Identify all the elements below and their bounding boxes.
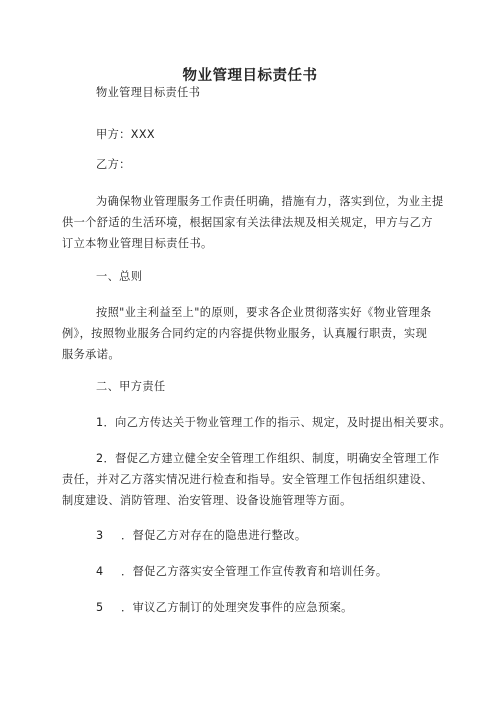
section1-line-1: 按照"业主利益至上"的原则，要求各企业贯彻落实好《物业管理条	[96, 306, 432, 319]
document-subtitle: 物业管理目标责任书	[96, 86, 201, 99]
item-text: ．审议乙方制订的处理突发事件的应急预案。	[121, 601, 353, 614]
section1-line-3: 服务承诺。	[62, 348, 120, 361]
section2-item-4	[96, 561, 388, 583]
document-title: 物业管理目标责任书	[182, 68, 318, 84]
party-b-line: 乙方：	[96, 158, 131, 171]
section2-item-3	[96, 525, 306, 547]
item-text: ．督促乙方对存在的隐患进行整改。	[121, 529, 307, 542]
party-a-line: 甲方：XXX	[96, 128, 155, 141]
item-number: 5	[96, 601, 104, 614]
section1-heading: 一、总则	[96, 270, 143, 283]
intro-line-1: 为确保物业管理服务工作责任明确，措施有力，落实到位，为业主提	[96, 195, 444, 208]
section1-line-2: 例》，按照物业服务合同约定的内容提供物业服务，认真履行职责，实现	[62, 327, 428, 340]
section2-item-1: 1．向乙方传达关于物业管理工作的指示、规定，及时提出相关要求。	[96, 416, 452, 429]
section2-item-2-line-2: 责任，并对乙方落实情况进行检查和指导。安全管理工作包括组织建设、	[62, 473, 433, 486]
section2-item-5	[96, 597, 353, 619]
item-number: 4	[96, 565, 104, 578]
intro-line-3: 订立本物业管理目标责任书。	[62, 237, 213, 250]
section2-item-2-line-1: 2．督促乙方建立健全安全管理工作组织、制度，明确安全管理工作	[96, 452, 440, 465]
section2-heading: 二、甲方责任	[96, 380, 166, 393]
item-text: ．督促乙方落实安全管理工作宣传教育和培训任务。	[121, 565, 388, 578]
intro-line-2: 供一个舒适的生活环境，根据国家有关法律法规及相关规定，甲方与乙方	[62, 216, 433, 229]
item-number: 3	[96, 529, 104, 542]
section2-item-2-line-3: 制度建设、消防管理、治安管理、设备设施管理等方面。	[62, 494, 352, 507]
